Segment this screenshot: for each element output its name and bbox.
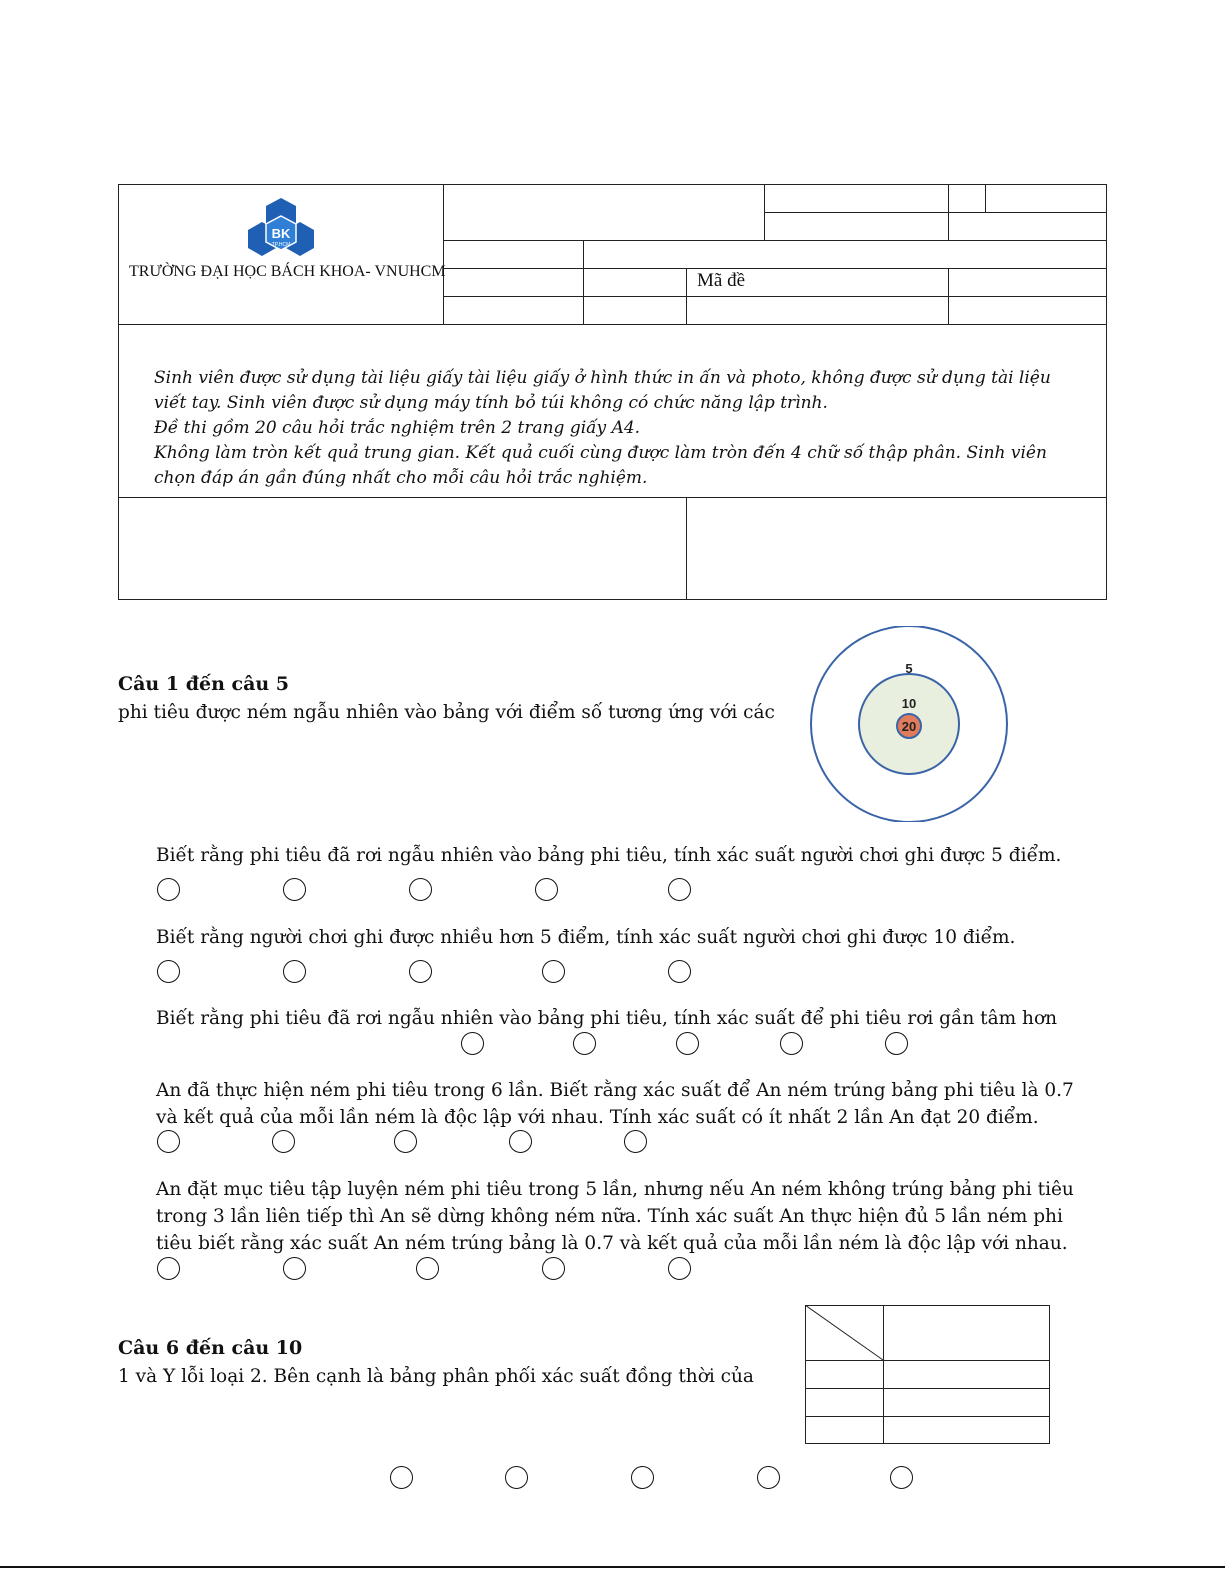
question-1-text: Biết rằng phi tiêu đã rơi ngẫu nhiên vào bảng phi tiêu, tính xác suất người chơi ghi được 5 điểm. <box>156 845 1062 866</box>
instruction-line: Không làm tròn kết quả trung gian. Kết quả cuối cùng được làm tròn đến 4 chữ số thập phân. Sinh viên <box>154 443 1047 463</box>
option-d-radio[interactable] <box>535 878 558 901</box>
instruction-line: Sinh viên được sử dụng tài liệu giấy tài liệu giấy ở hình thức in ấn và photo, không được sử dụng tài liệu <box>154 368 1051 388</box>
option-c-radio[interactable] <box>631 1466 654 1489</box>
table-diagonal-divider <box>805 1305 884 1361</box>
section2-title: Câu 6 đến câu 10 <box>118 1337 303 1359</box>
dartboard-inner-label: 20 <box>901 719 917 734</box>
option-b-radio[interactable] <box>505 1466 528 1489</box>
option-c-radio[interactable] <box>409 960 432 983</box>
section2-intro: 1 và Y lỗi loại 2. Bên cạnh là bảng phân phối xác suất đồng thời của <box>118 1366 754 1387</box>
question-5-text <box>156 1176 1074 1257</box>
logo-text: BK <box>271 226 291 241</box>
school-name: TRƯỜNG ĐẠI HỌC BÁCH KHOA- VNUHCM <box>129 263 446 280</box>
school-logo <box>246 196 316 260</box>
instructions <box>154 366 1079 491</box>
option-e-radio[interactable] <box>668 878 691 901</box>
option-b-radio[interactable] <box>283 960 306 983</box>
section1-intro: phi tiêu được ném ngẫu nhiên vào bảng với điểm số tương ứng với các <box>118 702 775 723</box>
option-a-radio[interactable] <box>157 960 180 983</box>
question-2-text: Biết rằng người chơi ghi được nhiều hơn 5 điểm, tính xác suất người chơi ghi được 10 điểm. <box>156 927 1016 948</box>
option-c-radio[interactable] <box>416 1257 439 1280</box>
option-d-radio[interactable] <box>542 1257 565 1280</box>
question-line: trong 3 lần liên tiếp thì An sẽ dừng không ném nữa. Tính xác suất An thực hiện đủ 5 lần ném phi <box>156 1206 1063 1227</box>
option-a-radio[interactable] <box>390 1466 413 1489</box>
option-b-radio[interactable] <box>573 1032 596 1055</box>
question-line: An đặt mục tiêu tập luyện ném phi tiêu trong 5 lần, nhưng nếu An ném không trúng bảng phi tiêu <box>156 1179 1074 1200</box>
option-d-radio[interactable] <box>542 960 565 983</box>
option-a-radio[interactable] <box>157 878 180 901</box>
option-a-radio[interactable] <box>461 1032 484 1055</box>
option-d-radio[interactable] <box>757 1466 780 1489</box>
dartboard-middle-label: 10 <box>901 696 917 711</box>
option-a-radio[interactable] <box>157 1130 180 1153</box>
option-e-radio[interactable] <box>624 1130 647 1153</box>
option-c-radio[interactable] <box>394 1130 417 1153</box>
option-b-radio[interactable] <box>283 878 306 901</box>
dartboard-outer-label: 5 <box>905 661 913 676</box>
dartboard-figure <box>806 626 1012 822</box>
option-a-radio[interactable] <box>157 1257 180 1280</box>
option-b-radio[interactable] <box>272 1130 295 1153</box>
option-b-radio[interactable] <box>283 1257 306 1280</box>
option-e-radio[interactable] <box>668 960 691 983</box>
option-c-radio[interactable] <box>409 878 432 901</box>
option-c-radio[interactable] <box>676 1032 699 1055</box>
logo-subtext: TP.HCM <box>271 242 291 248</box>
instruction-line: chọn đáp án gần đúng nhất cho mỗi câu hỏi trắc nghiệm. <box>154 468 648 488</box>
question-3-text: Biết rằng phi tiêu đã rơi ngẫu nhiên vào bảng phi tiêu, tính xác suất để phi tiêu rơi gần tâm hơn <box>156 1008 1058 1029</box>
option-e-radio[interactable] <box>890 1466 913 1489</box>
exam-code-label: Mã đề <box>697 270 746 291</box>
question-4-text <box>156 1077 1074 1131</box>
question-line: và kết quả của mỗi lần ném là độc lập với nhau. Tính xác suất có ít nhất 2 lần An đạt 20 điểm. <box>156 1107 1039 1128</box>
question-line: An đã thực hiện ném phi tiêu trong 6 lần. Biết rằng xác suất để An ném trúng bảng phi tiêu là 0.7 <box>156 1080 1074 1101</box>
section1-title: Câu 1 đến câu 5 <box>118 673 290 695</box>
option-d-radio[interactable] <box>509 1130 532 1153</box>
option-e-radio[interactable] <box>668 1257 691 1280</box>
option-d-radio[interactable] <box>780 1032 803 1055</box>
question-line: tiêu biết rằng xác suất An ném trúng bảng là 0.7 và kết quả của mỗi lần ném là độc lập với nhau. <box>156 1233 1068 1254</box>
instruction-line: Đề thi gồm 20 câu hỏi trắc nghiệm trên 2 trang giấy A4. <box>154 418 641 438</box>
page-bottom-rule <box>0 1566 1225 1568</box>
option-e-radio[interactable] <box>885 1032 908 1055</box>
instruction-line: viết tay. Sinh viên được sử dụng máy tính bỏ túi không có chức năng lập trình. <box>154 393 828 413</box>
